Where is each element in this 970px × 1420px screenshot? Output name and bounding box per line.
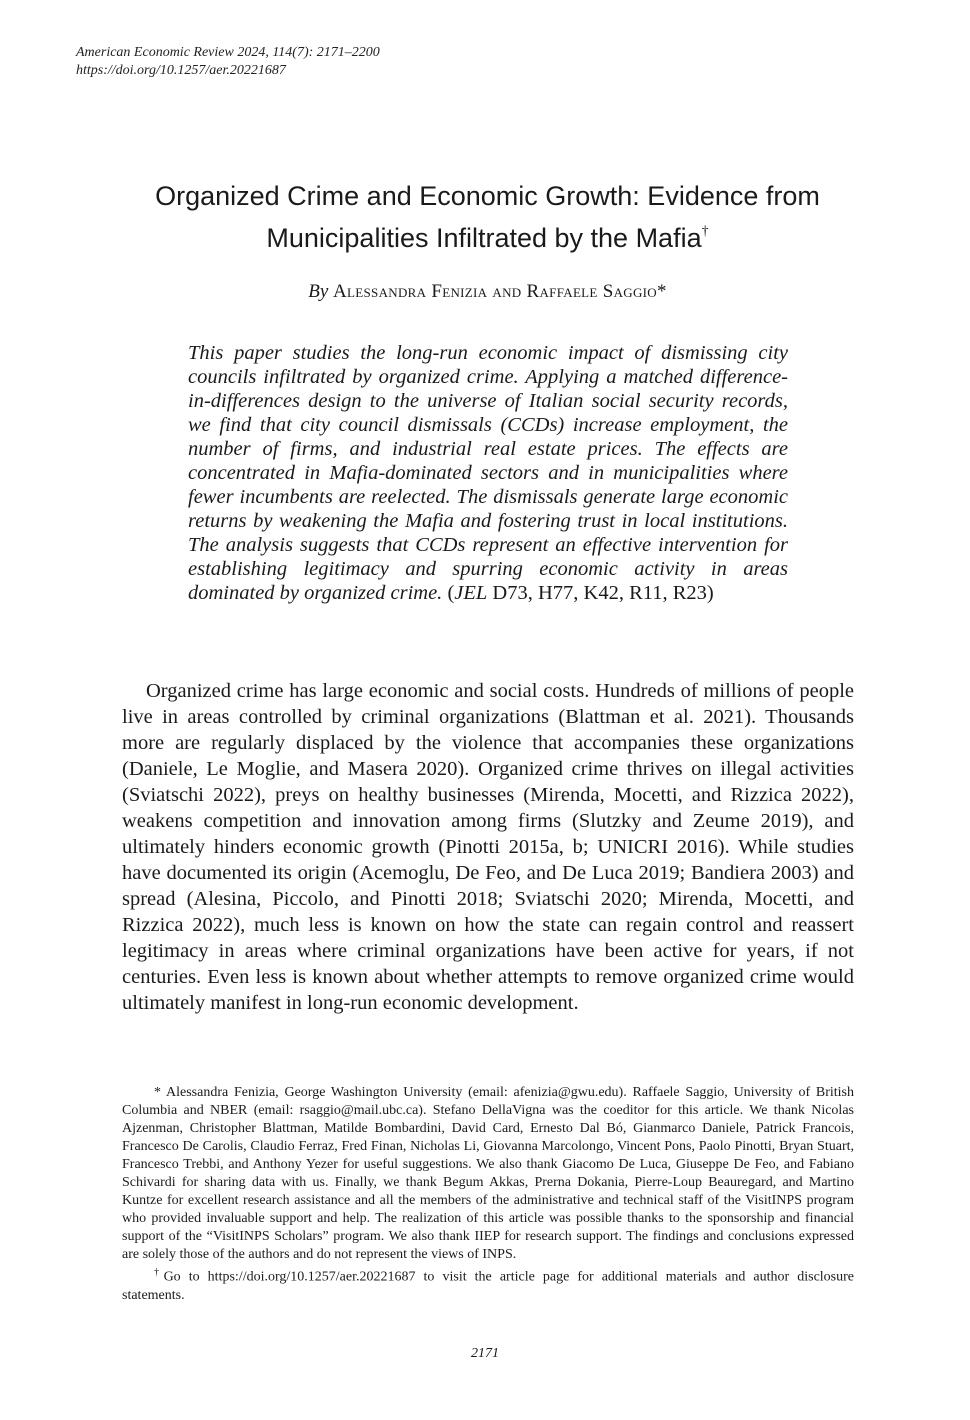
abstract-text: This paper studies the long-run economic impact of dismissing city councils infiltrated by organized crime. Applying a matched difference-in-differences design to the universe of Italian social security records, we find that city council dismissals (CCDs) increase employment, the number of firms, and industrial real estate prices. The effects are concentrated in Mafia-dominated sectors and in municipalities where fewer incumbents are reelected. The dismissals generate large economic returns by weakening the Mafia and fostering trust in local institutions. The analysis suggests that CCDs represent an effective intervention for establishing legitimacy and spurring economic activity in areas dominated by organized crime. — [188, 342, 788, 604]
footnotes — [122, 1084, 854, 1305]
jel-open-paren: ( — [447, 582, 455, 604]
title-dagger-mark: † — [701, 224, 709, 239]
jel-label: JEL — [454, 582, 488, 604]
page-number: 2171 — [471, 1346, 499, 1361]
intro-paragraph: Organized crime has large economic and social costs. Hundreds of millions of people live in areas controlled by criminal organizations (Blattman et al. 2021). Thousands more are regularly displaced by the violence that accompanies these organizations (Daniele, Le Moglie, and Masera 2020). Organized crime thrives on illegal activities (Sviatschi 2022), preys on healthy businesses (Mirenda, Mocetti, and Rizzica 2022), weakens competition and innovation among firms (Slutzky and Zeume 2019), and ultimately hinders economic growth (Pinotti 2015a, b; UNICRI 2016). While studies have documented its origin (Acemoglu, De Feo, and De Luca 2019; Bandiera 2003) and spread (Alesina, Piccolo, and Pinotti 2018; Sviatschi 2020; Mirenda, Mocetti, and Rizzica 2022), much less is known on how the state can regain control and reassert legitimacy in areas where criminal organizations have been active for years, if not centuries. Even less is known about whether attempts to remove organized crime would ultimately manifest in long-run economic development. — [122, 680, 854, 1014]
paper-title-text: Organized Crime and Economic Growth: Evidence from Municipalities Infiltrated by the Mafia — [155, 181, 820, 253]
journal-citation: American Economic Review 2024, 114(7): 2171–2200 — [76, 45, 380, 60]
dagger-footnote-mark: † — [154, 1267, 164, 1278]
byline-by: By — [308, 281, 329, 302]
jel-codes — [447, 582, 713, 604]
dagger-footnote-text: Go to https://doi.org/10.1257/aer.20221687 to visit the article page for additional materials and author disclosure statements. — [122, 1269, 855, 1303]
jel-code-list: D73, H77, K42, R11, R23) — [487, 582, 714, 604]
abstract — [188, 341, 788, 605]
running-header — [76, 44, 380, 80]
author-footnote: * Alessandra Fenizia, George Washington University (email: afenizia@gwu.edu). Raffaele Saggio, University of British Columbia and NBER (email: rsaggio@mail.ubc.ca). Stefano DellaVigna was the coeditor for this article. We thank Nicolas Ajzenman, Christopher Blattman, Matilde Bombardini, David Card, Ernesto Dal Bó, Gianmarco Daniele, Patrick Francois, Francesco De Carolis, Claudio Ferraz, Fred Finan, Nicholas Li, Giovanna Marcolongo, Vincent Pons, Paolo Pinotti, Bryan Stuart, Francesco Trebbi, and Anthony Yezer for useful suggestions. We also thank Giacomo De Luca, Giuseppe De Feo, and Fabiano Schivardi for sharing data with us. Finally, we thank Begum Akkas, Prerna Dokania, Pierre-Loup Beauregard, and Martino Kuntze for excellent research assistance and all the members of the administrative and technical staff of the VisitINPS program who provided invaluable support and help. The realization of this article was possible thanks to the sponsorship and financial support of the “VisitINPS Scholars” program. We also thank IIEP for research support. The findings and conclusions expressed are solely those of the authors and do not represent the views of INPS. — [122, 1085, 854, 1262]
author-names: Alessandra Fenizia and Raffaele Saggio* — [333, 281, 667, 302]
author-byline — [100, 280, 875, 304]
paper-title — [100, 178, 875, 256]
dagger-footnote — [122, 1264, 854, 1305]
doi-link[interactable]: https://doi.org/10.1257/aer.20221687 — [76, 63, 286, 78]
